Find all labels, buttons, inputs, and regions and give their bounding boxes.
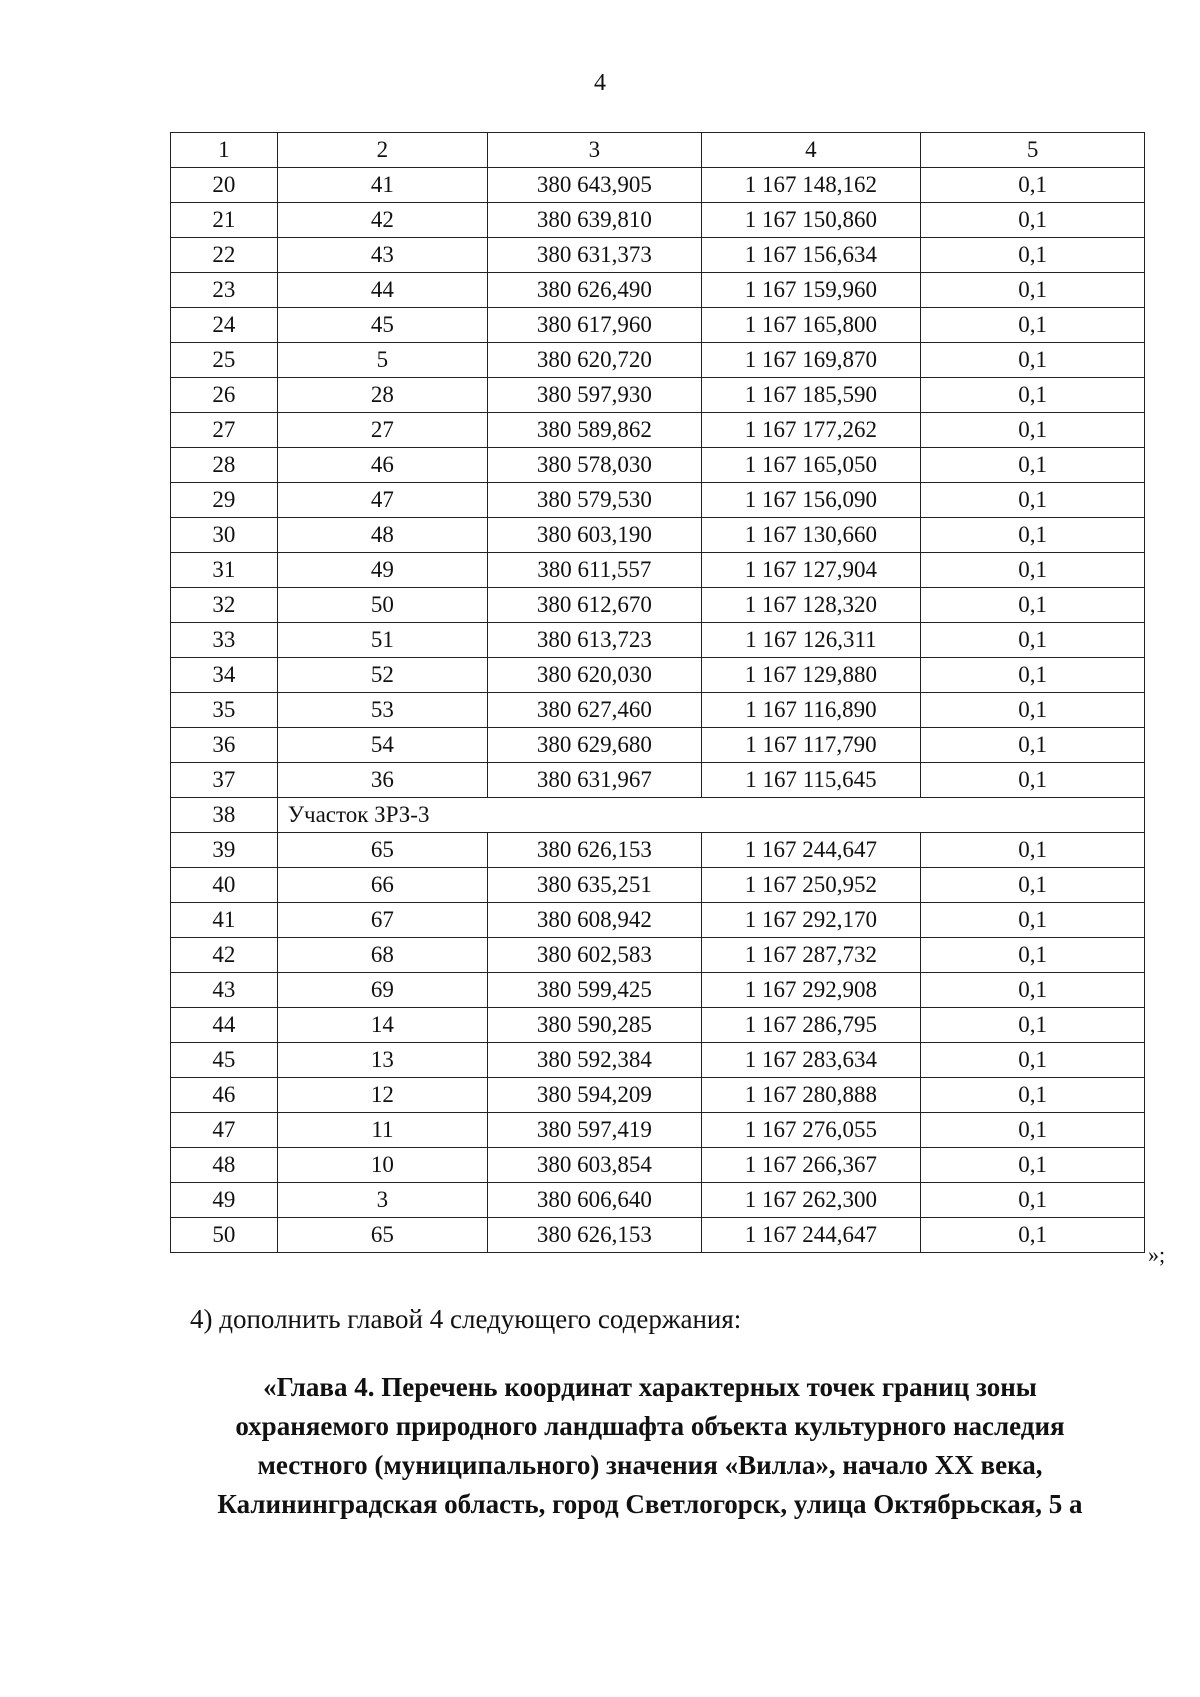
coordinates-table [170, 132, 1145, 1253]
table-cell: 12 [277, 1078, 487, 1113]
table-cell: 380 602,583 [488, 938, 701, 973]
table-cell: 380 606,640 [488, 1183, 701, 1218]
table-cell: 380 589,862 [488, 413, 701, 448]
table-cell: 380 629,680 [488, 728, 701, 763]
table-cell: 0,1 [921, 308, 1145, 343]
header-cell: 3 [488, 133, 701, 168]
page-number: 4 [594, 70, 606, 96]
header-cell: 2 [277, 133, 487, 168]
table-row [171, 1008, 1145, 1043]
table-cell: 0,1 [921, 868, 1145, 903]
table-cell: 380 611,557 [488, 553, 701, 588]
table-cell: 10 [277, 1148, 487, 1183]
table-cell: 68 [277, 938, 487, 973]
table-cell: 380 620,720 [488, 343, 701, 378]
table-cell: 1 167 262,300 [701, 1183, 921, 1218]
table-row [171, 553, 1145, 588]
table-cell: 49 [171, 1183, 278, 1218]
table-cell: 380 635,251 [488, 868, 701, 903]
table-cell: 380 626,153 [488, 833, 701, 868]
table-cell: 65 [277, 833, 487, 868]
table-cell: 3 [277, 1183, 487, 1218]
table-cell: 1 167 287,732 [701, 938, 921, 973]
table-cell: 46 [277, 448, 487, 483]
table-cell: 27 [277, 413, 487, 448]
table-cell: 1 167 244,647 [701, 1218, 921, 1253]
table-cell: 0,1 [921, 588, 1145, 623]
table-cell: 1 167 292,170 [701, 903, 921, 938]
table-cell: 380 578,030 [488, 448, 701, 483]
table-row [171, 1148, 1145, 1183]
table-cell: 65 [277, 1218, 487, 1253]
chapter-title-line: «Глава 4. Перечень координат характерных точек границ зоны [263, 1372, 1037, 1402]
table-row [171, 1043, 1145, 1078]
table-cell: 0,1 [921, 378, 1145, 413]
section-label: Участок ЗРЗ-3 [277, 798, 1144, 833]
table-cell: 380 579,530 [488, 483, 701, 518]
table-cell: 43 [171, 973, 278, 1008]
table-row [171, 1183, 1145, 1218]
table-cell: 44 [171, 1008, 278, 1043]
table-cell: 380 626,490 [488, 273, 701, 308]
table-cell: 1 167 292,908 [701, 973, 921, 1008]
table-cell: 51 [277, 623, 487, 658]
table-cell: 50 [277, 588, 487, 623]
table-cell: 380 603,854 [488, 1148, 701, 1183]
table-row [171, 973, 1145, 1008]
table-cell: 48 [171, 1148, 278, 1183]
table-row [171, 693, 1145, 728]
table-cell: 0,1 [921, 938, 1145, 973]
table-cell: 21 [171, 203, 278, 238]
table-cell: 49 [277, 553, 487, 588]
table-cell: 0,1 [921, 553, 1145, 588]
table-cell: 42 [277, 203, 487, 238]
table-cell: 0,1 [921, 1078, 1145, 1113]
table-cell: 32 [171, 588, 278, 623]
table-cell: 1 167 266,367 [701, 1148, 921, 1183]
table-row [171, 1218, 1145, 1253]
table-cell: 0,1 [921, 623, 1145, 658]
table-row [171, 903, 1145, 938]
table-row [171, 623, 1145, 658]
table-cell: 380 603,190 [488, 518, 701, 553]
table-cell: 25 [171, 343, 278, 378]
table-cell: 30 [171, 518, 278, 553]
table-row [171, 588, 1145, 623]
table-cell: 36 [171, 728, 278, 763]
chapter-title-line: охраняемого природного ландшафта объекта культурного наследия [235, 1411, 1065, 1441]
table-cell: 22 [171, 238, 278, 273]
table-header-row [171, 133, 1145, 168]
header-cell: 4 [701, 133, 921, 168]
table-cell: 380 594,209 [488, 1078, 701, 1113]
table-cell: 0,1 [921, 1043, 1145, 1078]
table-row [171, 343, 1145, 378]
table-cell: 26 [171, 378, 278, 413]
section-row [171, 798, 1145, 833]
table-cell: 20 [171, 168, 278, 203]
table-cell: 380 608,942 [488, 903, 701, 938]
table-cell: 1 167 185,590 [701, 378, 921, 413]
table-cell: 36 [277, 763, 487, 798]
table-cell: 1 167 165,050 [701, 448, 921, 483]
table-cell: 0,1 [921, 833, 1145, 868]
table-cell: 0,1 [921, 1148, 1145, 1183]
table-cell: 13 [277, 1043, 487, 1078]
table-cell: 41 [171, 903, 278, 938]
table-cell: 28 [171, 448, 278, 483]
table-cell: 1 167 156,634 [701, 238, 921, 273]
table-cell: 0,1 [921, 273, 1145, 308]
table-cell: 48 [277, 518, 487, 553]
table-row [171, 868, 1145, 903]
table-cell: 46 [171, 1078, 278, 1113]
table-cell: 380 626,153 [488, 1218, 701, 1253]
table-cell: 41 [277, 168, 487, 203]
table-cell: 0,1 [921, 483, 1145, 518]
table-cell: 1 167 130,660 [701, 518, 921, 553]
table-row [171, 763, 1145, 798]
table-row [171, 728, 1145, 763]
table-cell: 380 599,425 [488, 973, 701, 1008]
table-row [171, 168, 1145, 203]
table-cell: 380 617,960 [488, 308, 701, 343]
table-cell: 33 [171, 623, 278, 658]
table-cell: 0,1 [921, 1008, 1145, 1043]
chapter-title [150, 1368, 1150, 1524]
table-cell: 5 [277, 343, 487, 378]
table-cell: 1 167 244,647 [701, 833, 921, 868]
table-cell: 1 167 127,904 [701, 553, 921, 588]
table-cell: 380 597,930 [488, 378, 701, 413]
table-cell: 1 167 159,960 [701, 273, 921, 308]
table-cell: 1 167 169,870 [701, 343, 921, 378]
table-cell: 1 167 280,888 [701, 1078, 921, 1113]
table-cell: 1 167 177,262 [701, 413, 921, 448]
table-cell: 0,1 [921, 903, 1145, 938]
table-cell: 0,1 [921, 658, 1145, 693]
table-cell: 380 620,030 [488, 658, 701, 693]
table-row [171, 938, 1145, 973]
table-cell: 27 [171, 413, 278, 448]
table-row [171, 658, 1145, 693]
table-cell: 1 167 115,645 [701, 763, 921, 798]
table-cell: 1 167 276,055 [701, 1113, 921, 1148]
amendment-text: 4) дополнить главой 4 следующего содержания: [190, 1304, 742, 1334]
table-cell: 380 643,905 [488, 168, 701, 203]
table-cell: 47 [171, 1113, 278, 1148]
chapter-title-line: Калининградская область, город Светлогорск, улица Октябрьская, 5 а [217, 1489, 1083, 1519]
table-cell: 0,1 [921, 343, 1145, 378]
table-cell: 1 167 126,311 [701, 623, 921, 658]
table-cell: 0,1 [921, 203, 1145, 238]
table-cell: 380 639,810 [488, 203, 701, 238]
table-cell: 0,1 [921, 518, 1145, 553]
header-cell: 5 [921, 133, 1145, 168]
table-cell: 35 [171, 693, 278, 728]
table-cell: 23 [171, 273, 278, 308]
table-cell: 1 167 116,890 [701, 693, 921, 728]
table-cell: 28 [277, 378, 487, 413]
table-cell: 380 597,419 [488, 1113, 701, 1148]
table-row [171, 1078, 1145, 1113]
table-cell: 1 167 129,880 [701, 658, 921, 693]
table-cell: 0,1 [921, 728, 1145, 763]
table-row [171, 833, 1145, 868]
table-cell: 40 [171, 868, 278, 903]
table-row [171, 448, 1145, 483]
table-cell: 380 627,460 [488, 693, 701, 728]
table-cell: 380 612,670 [488, 588, 701, 623]
table-cell: 34 [171, 658, 278, 693]
table-row [171, 308, 1145, 343]
table-cell: 37 [171, 763, 278, 798]
table-cell: 29 [171, 483, 278, 518]
table-cell: 0,1 [921, 168, 1145, 203]
table-cell: 45 [277, 308, 487, 343]
table-cell: 1 167 165,800 [701, 308, 921, 343]
table-cell: 69 [277, 973, 487, 1008]
table-cell: 0,1 [921, 693, 1145, 728]
table-cell: 1 167 148,162 [701, 168, 921, 203]
table-cell: 45 [171, 1043, 278, 1078]
table-cell: 1 167 128,320 [701, 588, 921, 623]
table-row [171, 1113, 1145, 1148]
table-cell: 52 [277, 658, 487, 693]
table-cell: 1 167 150,860 [701, 203, 921, 238]
table-row [171, 203, 1145, 238]
table-cell: 380 590,285 [488, 1008, 701, 1043]
table-cell: 1 167 250,952 [701, 868, 921, 903]
table-cell: 31 [171, 553, 278, 588]
chapter-title-line: местного (муниципального) значения «Вилла», начало XX века, [257, 1450, 1043, 1480]
table-cell: 66 [277, 868, 487, 903]
table-cell: 0,1 [921, 448, 1145, 483]
table-row [171, 483, 1145, 518]
table-cell: 47 [277, 483, 487, 518]
table-cell: 1 167 156,090 [701, 483, 921, 518]
closing-quote: »; [1148, 1242, 1166, 1267]
table-cell: 67 [277, 903, 487, 938]
table-cell: 380 592,384 [488, 1043, 701, 1078]
table-row [171, 378, 1145, 413]
table-row [171, 518, 1145, 553]
table-cell: 44 [277, 273, 487, 308]
table-cell: 0,1 [921, 1113, 1145, 1148]
header-cell: 1 [171, 133, 278, 168]
table-row [171, 238, 1145, 273]
table-cell: 14 [277, 1008, 487, 1043]
table-cell: 0,1 [921, 1183, 1145, 1218]
table-cell: 380 631,967 [488, 763, 701, 798]
table-cell: 380 613,723 [488, 623, 701, 658]
table-cell: 24 [171, 308, 278, 343]
table-cell: 0,1 [921, 413, 1145, 448]
table-cell: 38 [171, 798, 278, 833]
table-cell: 54 [277, 728, 487, 763]
table-cell: 53 [277, 693, 487, 728]
table-cell: 43 [277, 238, 487, 273]
table-cell: 0,1 [921, 973, 1145, 1008]
table-cell: 1 167 283,634 [701, 1043, 921, 1078]
table-cell: 0,1 [921, 763, 1145, 798]
table-cell: 42 [171, 938, 278, 973]
table-cell: 39 [171, 833, 278, 868]
table-row [171, 273, 1145, 308]
table-cell: 1 167 286,795 [701, 1008, 921, 1043]
table-cell: 0,1 [921, 1218, 1145, 1253]
table-row [171, 413, 1145, 448]
table-cell: 50 [171, 1218, 278, 1253]
table-cell: 380 631,373 [488, 238, 701, 273]
table-cell: 0,1 [921, 238, 1145, 273]
table-cell: 1 167 117,790 [701, 728, 921, 763]
table-cell: 11 [277, 1113, 487, 1148]
